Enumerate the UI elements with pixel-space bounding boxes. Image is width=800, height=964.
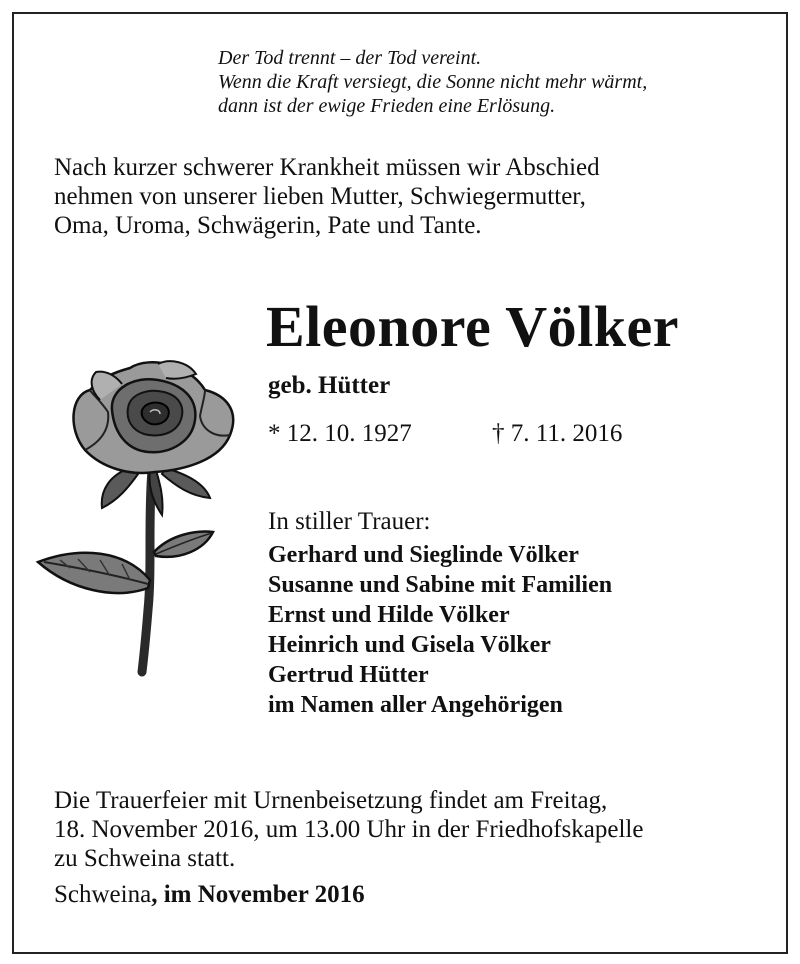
closing-place: Schweina	[54, 881, 152, 908]
motto-line: dann ist der ewige Frieden eine Erlösung.	[218, 95, 556, 117]
birth-date: * 12. 10. 1927	[268, 420, 412, 447]
rose-icon	[30, 350, 255, 680]
motto-verse	[218, 46, 647, 118]
funeral-line: Die Trauerfeier mit Urnenbeisetzung findet am Freitag,	[54, 787, 608, 814]
death-date: † 7. 11. 2016	[492, 420, 623, 447]
closing-line	[54, 881, 365, 909]
mourner-name: Susanne und Sabine mit Familien	[268, 572, 613, 598]
intro-line: nehmen von unserer lieben Mutter, Schwiegermutter,	[54, 183, 586, 210]
funeral-line: 18. November 2016, um 13.00 Uhr in der Friedhofskapelle	[54, 816, 644, 843]
motto-line: Der Tod trennt – der Tod vereint.	[218, 47, 482, 69]
mourner-name: Heinrich und Gisela Völker	[268, 632, 551, 658]
intro-line: Oma, Uroma, Schwägerin, Pate und Tante.	[54, 212, 482, 239]
mourner-name: im Namen aller Angehörigen	[268, 692, 563, 718]
funeral-line: zu Schweina statt.	[54, 845, 236, 872]
mourning-label: In stiller Trauer:	[268, 508, 431, 535]
mourner-name: Gerhard und Sieglinde Völker	[268, 542, 579, 568]
mourners-list	[268, 540, 612, 720]
maiden-name: geb. Hütter	[268, 372, 391, 399]
intro-text	[54, 153, 600, 240]
deceased-name: Eleonore Völker	[266, 294, 679, 359]
mourner-name: Ernst und Hilde Völker	[268, 602, 510, 628]
mourner-name: Gertrud Hütter	[268, 662, 429, 688]
intro-line: Nach kurzer schwerer Krankheit müssen wir Abschied	[54, 154, 600, 181]
closing-date: , im November 2016	[151, 881, 365, 908]
motto-line: Wenn die Kraft versiegt, die Sonne nicht mehr wärmt,	[218, 71, 648, 93]
funeral-info	[54, 786, 643, 873]
